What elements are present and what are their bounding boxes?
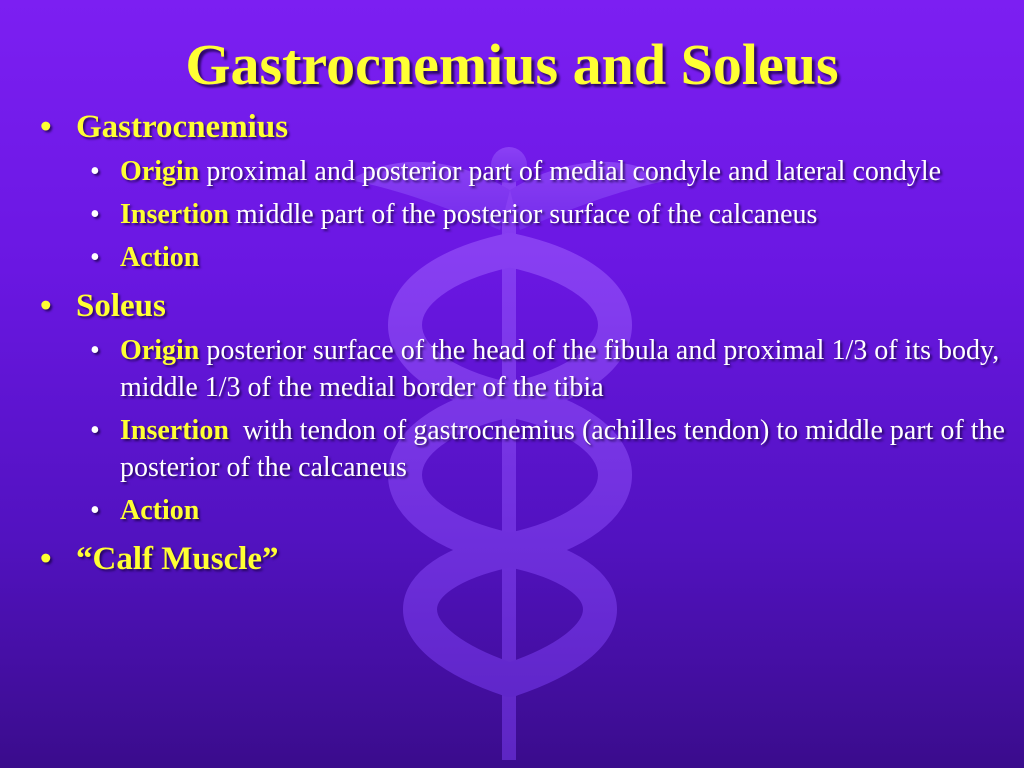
bullet-icon: • [90,495,100,526]
bullet-icon: • [90,199,100,230]
section-heading-calf-muscle [40,539,1015,579]
item-text: with tendon of gastrocnemius (achilles tendon) to middle part of the posterior of the calcaneus [120,415,1012,483]
item-keyword: Origin [120,335,200,366]
bullet-icon: • [90,242,100,273]
item-text: middle part of the posterior surface of the calcaneus [228,199,818,230]
list-item-gastrocnemius-origin [90,153,1015,190]
item-keyword: Insertion [120,199,229,230]
slide-content [40,107,1015,579]
item-text: posterior surface of the head of the fibula and proximal 1/3 of its body, middle 1/3 of the medial border of the tibia [120,335,1000,403]
item-text: proximal and posterior part of medial condyle and lateral condyle [199,156,942,187]
bullet-icon: • [40,541,52,577]
section-heading-text: “Calf Muscle” [76,541,279,577]
list-item-soleus-origin [90,332,1015,406]
item-keyword: Origin [120,156,200,187]
list-item-gastrocnemius-insertion [90,196,1015,233]
bullet-icon: • [90,415,100,446]
item-keyword: Action [120,242,200,273]
bullet-icon: • [90,156,100,187]
bullet-icon: • [40,288,52,324]
section-heading-gastrocnemius [40,107,1015,147]
list-item-gastrocnemius-action [90,239,1015,276]
slide-title: Gastrocnemius and Soleus [185,32,839,97]
bullet-icon: • [40,109,52,145]
section-heading-text: Gastrocnemius [76,109,289,145]
section-heading-soleus [40,286,1015,326]
section-heading-text: Soleus [76,288,166,324]
bullet-icon: • [90,335,100,366]
list-item-soleus-insertion [90,412,1015,486]
item-keyword: Action [120,495,200,526]
list-item-soleus-action [90,492,1015,529]
item-keyword: Insertion [120,415,229,446]
